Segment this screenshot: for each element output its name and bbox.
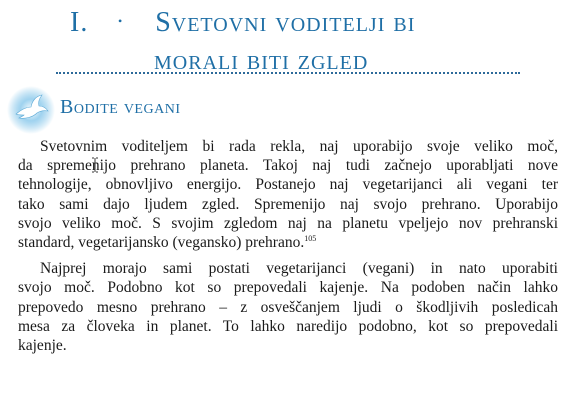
chapter-heading-row (70, 6, 540, 44)
paragraph-2-line-2: svojo moč. Podobno kot so prepovedali kajenje. Na podoben način lahko (18, 279, 558, 297)
paragraph-1-line-2: da spremenijo prehrano planeta. Takoj naj tudi začnejo uporabljati nove (18, 157, 558, 175)
chapter-heading (70, 6, 540, 78)
dove-icon (6, 85, 56, 135)
paragraph-2-line-1: Najprej morajo sami postati vegetarijanci (vegani) in nato uporabiti (40, 260, 558, 278)
chapter-title-line-1: Svetovni voditelji bi (155, 7, 416, 38)
paragraph-2-line-4: mesa za človeka in planet. To lahko naredijo podobno, kot so prepovedali (18, 317, 558, 335)
paragraph-2-line-5: kajenje. (18, 337, 67, 355)
paragraph-1-line-6-text: standard, vegetarijansko (vegansko) prehrano. (18, 234, 305, 252)
footnote-reference[interactable]: 105 (304, 233, 317, 243)
section-title: Bodite vegani (60, 96, 181, 118)
body-text (18, 137, 558, 355)
title-dotted-rule (56, 72, 520, 74)
chapter-bullet: • (118, 14, 124, 28)
paragraph-1-line-1: Svetovnim voditeljem bi rada rekla, naj uporabijo svoje veliko moč, (40, 138, 558, 155)
paragraph-1-line-6 (18, 233, 558, 252)
paragraph-1-line-5: svojo veliko moč. S svojim zgledom naj na planetu vpeljejo nov prehranski (18, 214, 558, 232)
paragraph-2-line-3: prepovedo mesno prehrano – z osveščanjem ljudi o škodljivih posledicah (18, 298, 558, 316)
paragraph-gap (18, 252, 558, 259)
chapter-number: I. (70, 7, 89, 38)
paragraph-1-line-4: tako sami dajo ljudem zgled. Spremenijo naj svojo prehrano. Uporabijo (18, 195, 558, 213)
chapter-title-line-2: morali biti zgled (154, 45, 369, 76)
paragraph-1-line-3: tehnologije, obnovljivo energijo. Postanejo naj vegetarijanci ali vegani ter (18, 176, 558, 194)
text-cursor-icon (91, 157, 99, 173)
